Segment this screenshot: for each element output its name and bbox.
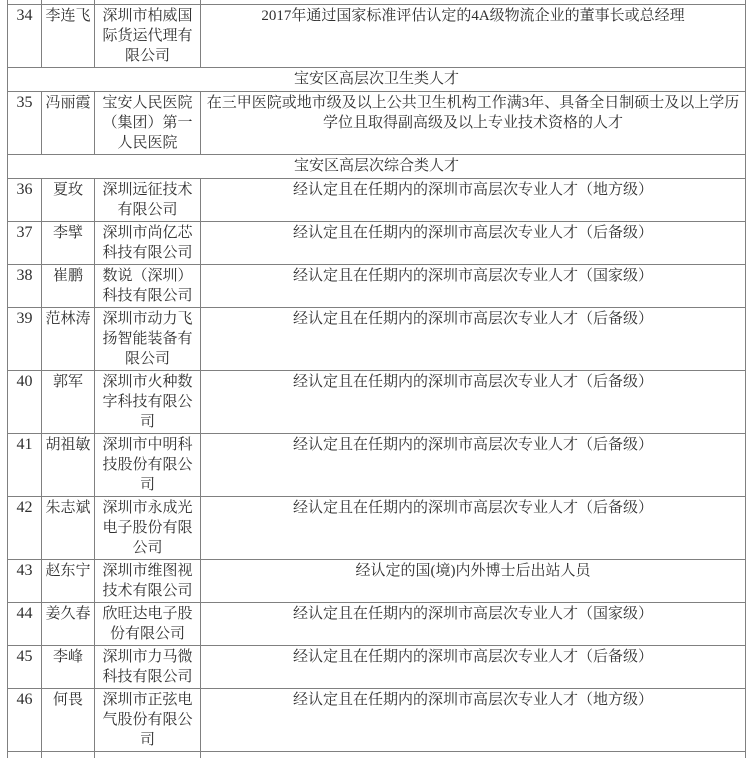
row-number-cell: 43 xyxy=(8,560,42,603)
row-number-cell: 36 xyxy=(8,179,42,222)
description-cell: 经认定且在任期内的深圳市高层次专业人才（后备级） xyxy=(201,497,746,560)
table-row xyxy=(8,179,746,222)
table-body xyxy=(8,0,746,758)
company-cell: 深圳市力马微科技有限公司 xyxy=(95,646,201,689)
description-cell: 经认定且在任期内的深圳市高层次专业人才（后备级） xyxy=(201,371,746,434)
table-row xyxy=(8,5,746,68)
name-cell: 范林涛 xyxy=(42,308,95,371)
description-cell: 经认定且在任期内的深圳市高层次专业人才（地方级） xyxy=(201,689,746,752)
row-number-cell: 39 xyxy=(8,308,42,371)
description-cell: 经认定且在任期内的深圳市高层次专业人才（地方级） xyxy=(201,179,746,222)
name-cell: 姜久春 xyxy=(42,603,95,646)
section-header-row xyxy=(8,155,746,179)
description-cell: 2017年通过国家标准评估认定的4A级物流企业的董事长或总经理 xyxy=(201,5,746,68)
name-cell: 朱志斌 xyxy=(42,497,95,560)
description-cell: 经认定且在任期内的深圳市高层次专业人才（后备级） xyxy=(201,222,746,265)
row-number-cell: 42 xyxy=(8,497,42,560)
description-cell: 经认定且在任期内的深圳市高层次专业人才（国家级） xyxy=(201,603,746,646)
company-cell: 宝安人民医院（集团）第一人民医院 xyxy=(95,92,201,155)
company-cell: 深圳市维图视技术有限公司 xyxy=(95,560,201,603)
company-cell: 数说（深圳）科技有限公司 xyxy=(95,265,201,308)
name-cell: 夏玫 xyxy=(42,179,95,222)
description-cell: 经认定的国(境)内外博士后出站人员 xyxy=(201,560,746,603)
table-row xyxy=(8,497,746,560)
row-number-cell: 34 xyxy=(8,5,42,68)
name-cell: 何畏 xyxy=(42,689,95,752)
table-row xyxy=(8,371,746,434)
table-row xyxy=(8,434,746,497)
talent-table xyxy=(7,0,746,758)
description-cell: 经认定且在任期内的深圳市高层次专业人才（国家级） xyxy=(201,265,746,308)
company-cell: 深圳市永成光电子股份有限公司 xyxy=(95,497,201,560)
name-cell: 赵东宁 xyxy=(42,560,95,603)
row-number-cell: 45 xyxy=(8,646,42,689)
row-number-cell: 40 xyxy=(8,371,42,434)
company-cell: 欣旺达电子股份有限公司 xyxy=(95,603,201,646)
table-row xyxy=(8,92,746,155)
section-header-row xyxy=(8,68,746,92)
row-number-cell: 44 xyxy=(8,603,42,646)
description-cell: 在三甲医院或地市级及以上公共卫生机构工作满3年、具备全日制硕士及以上学历学位且取得副高级及以上专业技术资格的人才 xyxy=(201,92,746,155)
table-row xyxy=(8,689,746,752)
company-cell: 深圳市动力飞扬智能装备有限公司 xyxy=(95,308,201,371)
description-cell: 经认定且在任期内的深圳市高层次专业人才（后备级） xyxy=(201,646,746,689)
section-header-label: 宝安区高层次综合类人才 xyxy=(8,155,746,179)
row-number-cell: 41 xyxy=(8,434,42,497)
name-cell: 冯丽霞 xyxy=(42,92,95,155)
company-cell: 深圳市火种数字科技有限公司 xyxy=(95,371,201,434)
empty-cell xyxy=(8,752,42,758)
empty-cell xyxy=(201,752,746,758)
row-number-cell: 38 xyxy=(8,265,42,308)
name-cell: 郭军 xyxy=(42,371,95,434)
table-row xyxy=(8,308,746,371)
name-cell: 李擘 xyxy=(42,222,95,265)
company-cell: 深圳市中明科技股份有限公司 xyxy=(95,434,201,497)
row-number-cell: 35 xyxy=(8,92,42,155)
empty-cell xyxy=(95,752,201,758)
name-cell: 胡祖敏 xyxy=(42,434,95,497)
name-cell: 李峰 xyxy=(42,646,95,689)
name-cell: 崔鹏 xyxy=(42,265,95,308)
description-cell: 经认定且在任期内的深圳市高层次专业人才（后备级） xyxy=(201,434,746,497)
description-cell: 经认定且在任期内的深圳市高层次专业人才（后备级） xyxy=(201,308,746,371)
table-row xyxy=(8,265,746,308)
company-cell: 深圳远征技术有限公司 xyxy=(95,179,201,222)
company-cell: 深圳市尚亿芯科技有限公司 xyxy=(95,222,201,265)
table-row xyxy=(8,560,746,603)
partial-bottom-row xyxy=(8,752,746,758)
table-row xyxy=(8,222,746,265)
empty-cell xyxy=(42,752,95,758)
table-row xyxy=(8,603,746,646)
section-header-label: 宝安区高层次卫生类人才 xyxy=(8,68,746,92)
company-cell: 深圳市正弦电气股份有限公司 xyxy=(95,689,201,752)
table-row xyxy=(8,646,746,689)
row-number-cell: 37 xyxy=(8,222,42,265)
name-cell: 李连飞 xyxy=(42,5,95,68)
row-number-cell: 46 xyxy=(8,689,42,752)
company-cell: 深圳市柏威国际货运代理有限公司 xyxy=(95,5,201,68)
